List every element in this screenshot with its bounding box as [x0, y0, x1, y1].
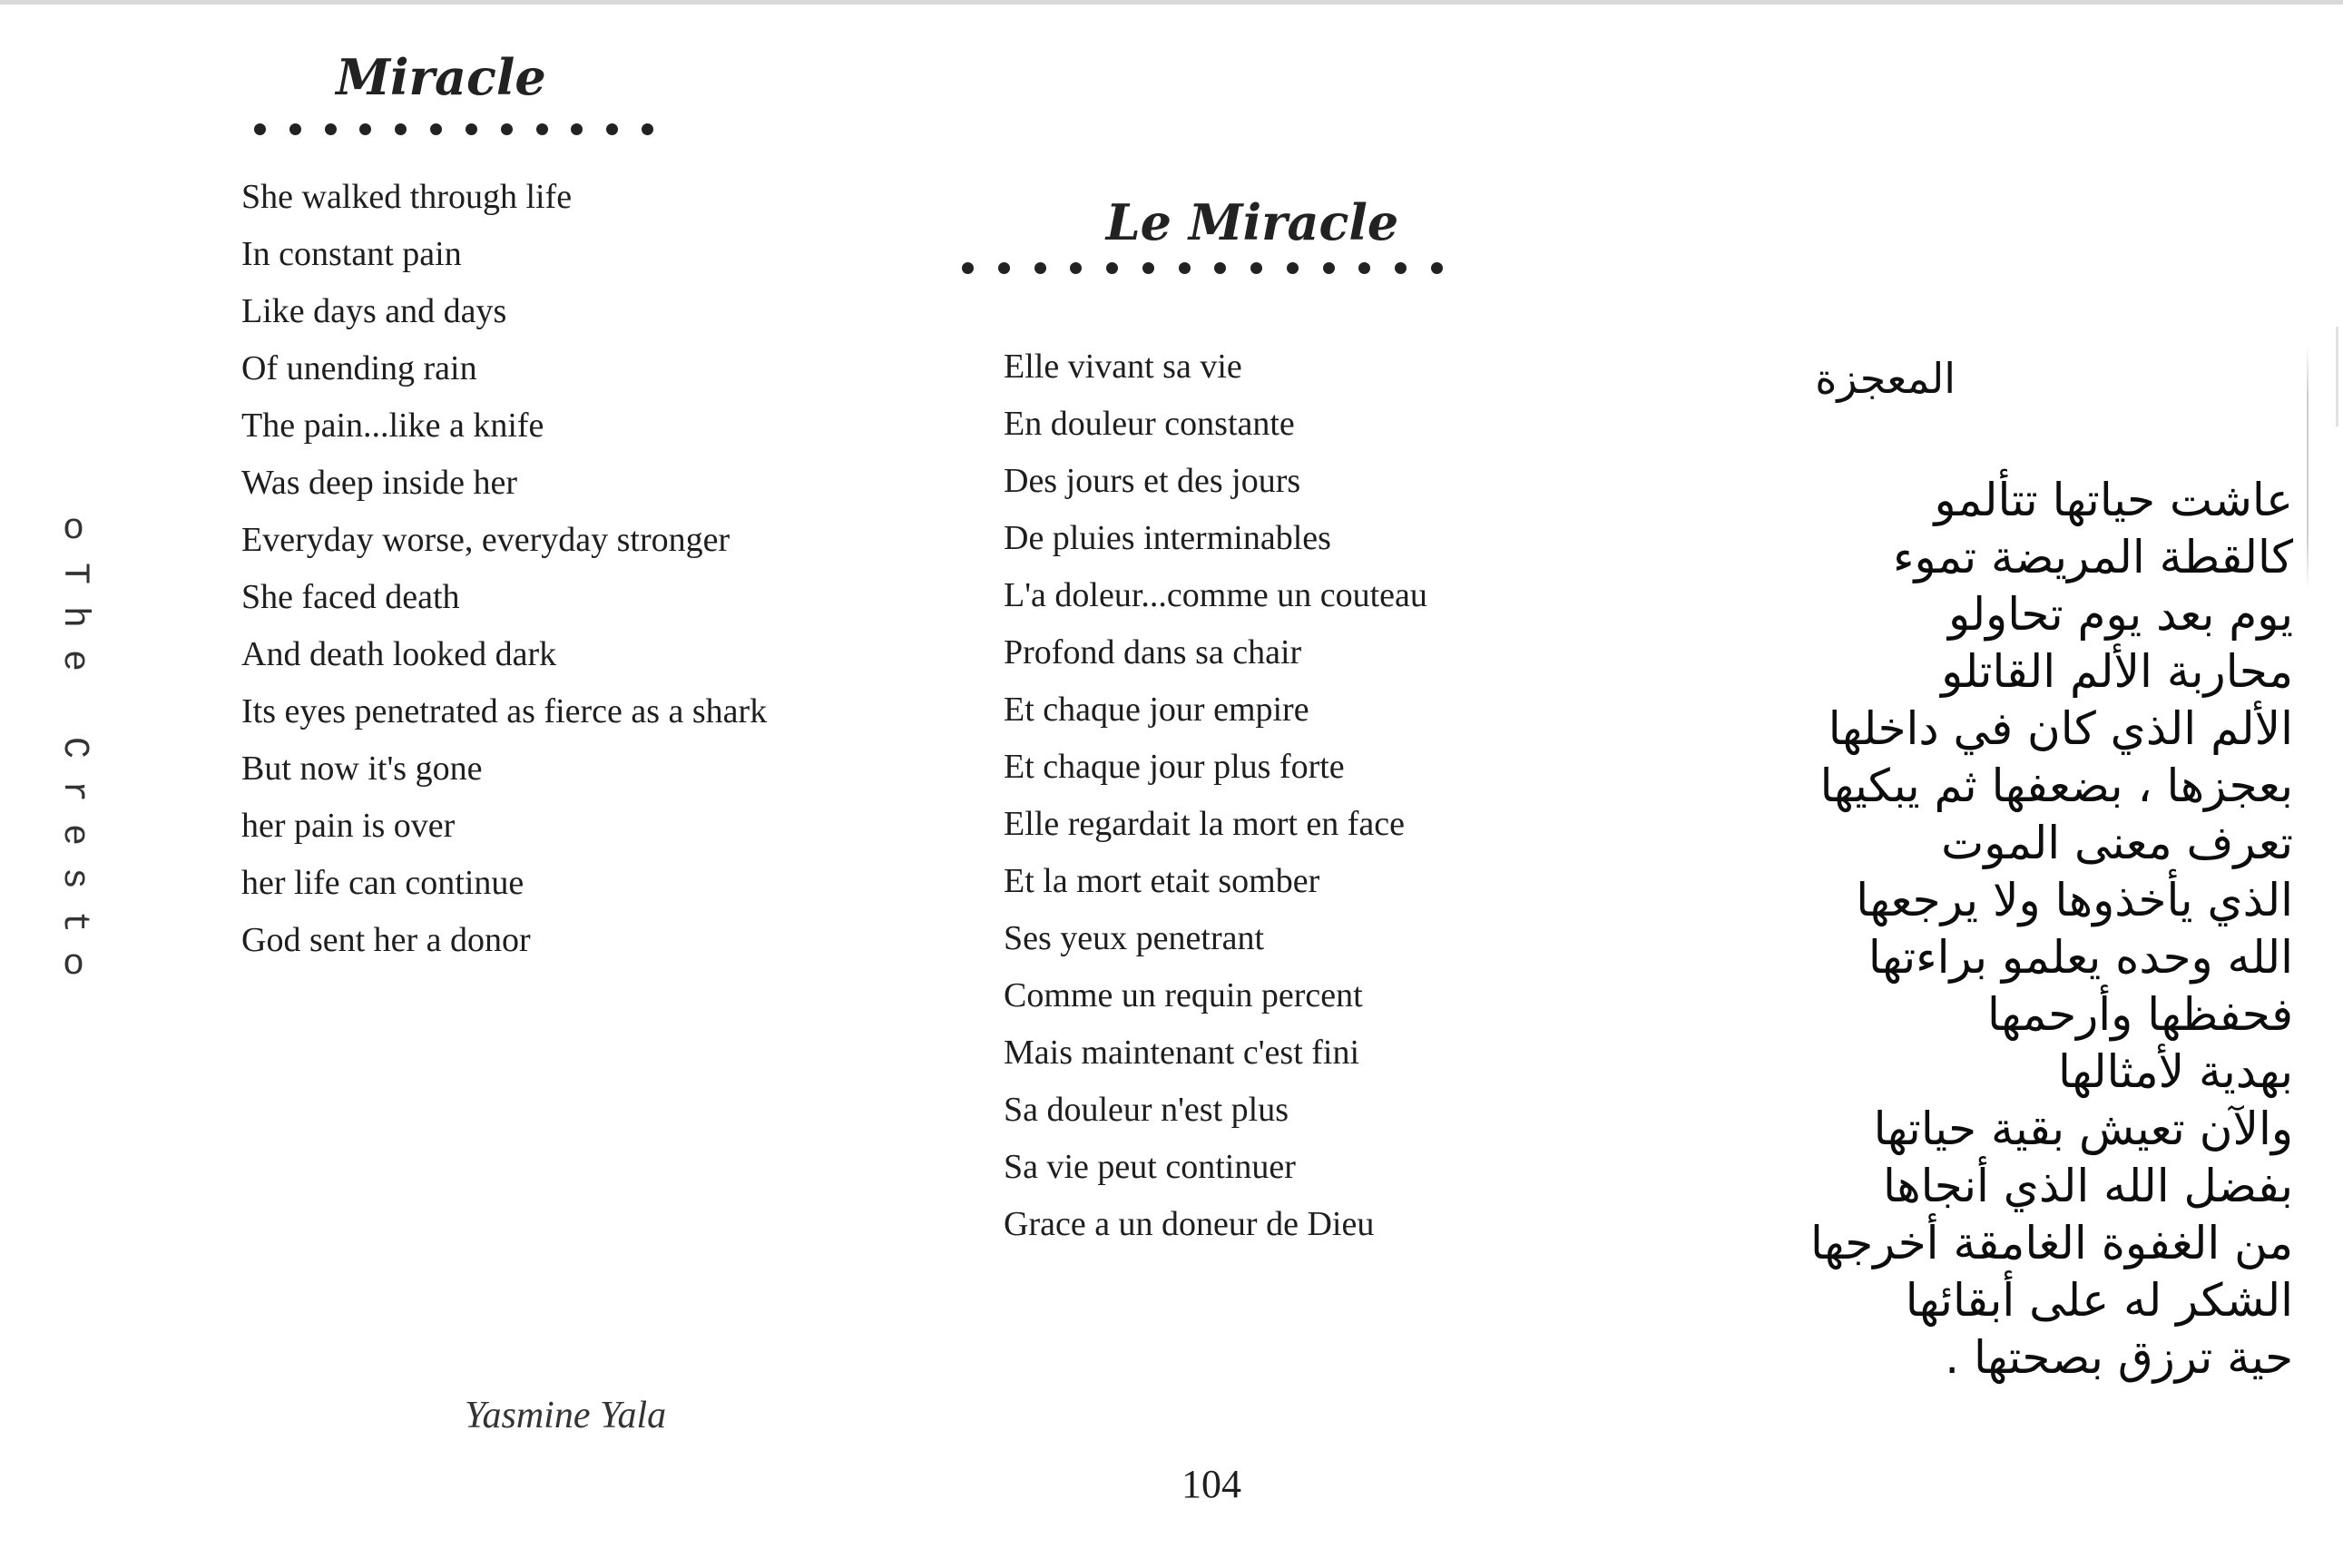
english-verse-line: her life can continue	[241, 864, 524, 902]
divider-dot	[1358, 262, 1370, 274]
arabic-verse-line: من الغفوة الغامقة أخرجها	[1809, 1217, 2293, 1269]
arabic-verse-line: يوم بعد يوم تحاولو	[1947, 588, 2293, 641]
side-title-letter: s	[54, 867, 94, 889]
scan-edge-mark	[2336, 327, 2338, 426]
side-title-letter: T	[54, 562, 94, 584]
arabic-handwritten-poem	[1683, 472, 2293, 1387]
divider-dot	[359, 123, 371, 135]
arabic-verse-line: محاربة الألم القاتلو	[1941, 645, 2293, 698]
french-verse-line: Comme un requin percent	[1004, 976, 1363, 1014]
french-verse-line: Sa vie peut continuer	[1004, 1148, 1296, 1186]
english-title-dot-divider	[254, 123, 653, 136]
divider-dot	[430, 123, 442, 135]
side-title-letter: e	[54, 649, 94, 671]
side-title-letter: h	[54, 605, 94, 628]
divider-dot	[1323, 262, 1335, 274]
french-verse-line: Mais maintenant c'est fini	[1004, 1034, 1360, 1072]
french-poem-verse	[1004, 338, 1427, 1253]
english-poem-verse	[241, 169, 767, 969]
divider-dot	[536, 123, 548, 135]
arabic-verse-line: عاشت حياتها تتألمو	[1934, 474, 2293, 526]
side-title-ornament: o	[62, 945, 84, 985]
divider-dot	[642, 123, 653, 135]
divider-dot	[1395, 262, 1407, 274]
divider-dot	[1250, 262, 1262, 274]
divider-dot	[962, 262, 974, 274]
divider-dot	[1179, 262, 1191, 274]
english-poem-title: Miracle	[336, 48, 546, 106]
author-name: Yasmine Yala	[465, 1395, 667, 1436]
divider-dot	[501, 123, 513, 135]
french-verse-line: En douleur constante	[1004, 405, 1295, 443]
arabic-verse-line: بهدية لأمثالها	[2058, 1045, 2293, 1098]
english-verse-line: her pain is over	[241, 807, 456, 845]
arabic-verse-line: تعرف معنى الموت	[1941, 817, 2293, 869]
divider-dot	[254, 123, 266, 135]
english-verse-line: The pain...like a knife	[241, 407, 544, 445]
scan-edge-line	[2307, 345, 2309, 590]
english-verse-line: In constant pain	[241, 235, 462, 273]
french-title-dot-divider	[962, 262, 1443, 275]
english-verse-line: She walked through life	[241, 178, 573, 216]
arabic-verse-line: الألم الذي كان في داخلها	[1828, 702, 2293, 755]
divider-dot	[1287, 262, 1299, 274]
french-poem-title: Le Miracle	[1105, 193, 1399, 251]
french-verse-line: Profond dans sa chair	[1004, 633, 1302, 671]
divider-dot	[1431, 262, 1443, 274]
french-verse-line: De pluies interminables	[1004, 519, 1331, 557]
arabic-verse-line: والآن تعيش بقية حياتها	[1873, 1102, 2293, 1155]
side-title-ornament: o	[62, 509, 84, 550]
divider-dot	[289, 123, 301, 135]
side-title-letter: C	[54, 736, 94, 759]
french-verse-line: Et la mort etait somber	[1004, 862, 1320, 900]
divider-dot	[571, 123, 583, 135]
arabic-verse-line: فحفظها وأرحمها	[1987, 988, 2293, 1041]
divider-dot	[1106, 262, 1118, 274]
french-verse-line: Et chaque jour plus forte	[1004, 748, 1345, 786]
side-title-letter: t	[54, 910, 94, 933]
page-number: 104	[1181, 1462, 1241, 1506]
french-verse-line: Sa douleur n'est plus	[1004, 1091, 1289, 1129]
divider-dot	[466, 123, 477, 135]
english-verse-line: God sent her a donor	[241, 921, 531, 959]
french-verse-line: Grace a un doneur de Dieu	[1004, 1205, 1375, 1243]
side-title-letter: r	[54, 779, 94, 802]
french-verse-line: Des jours et des jours	[1004, 462, 1301, 500]
top-edge	[0, 0, 2343, 5]
divider-dot	[998, 262, 1010, 274]
divider-dot	[1034, 262, 1046, 274]
side-title-space	[53, 682, 94, 726]
english-verse-line: Was deep inside her	[241, 464, 517, 502]
arabic-verse-line: الله وحده يعلمو براءتها	[1868, 931, 2293, 984]
side-running-title	[53, 508, 94, 987]
arabic-verse-line: حية ترزق بصحتها .	[1945, 1331, 2293, 1384]
english-verse-line: She faced death	[241, 578, 460, 616]
arabic-verse-line: كالقطة المريضة تموء	[1892, 531, 2293, 583]
english-verse-line: Everyday worse, everyday stronger	[241, 521, 730, 559]
divider-dot	[1142, 262, 1154, 274]
divider-dot	[325, 123, 337, 135]
english-verse-line: Its eyes penetrated as fierce as a shark	[241, 692, 768, 730]
arabic-verse-line: الذي يأخذوها ولا يرجعها	[1856, 874, 2293, 926]
divider-dot	[1070, 262, 1082, 274]
arabic-verse-line: بفضل الله الذي أنجاها	[1882, 1160, 2293, 1212]
arabic-poem-title: المعجزة	[1815, 354, 1956, 403]
side-title-letter: e	[54, 823, 94, 846]
arabic-verse-line: الشكر له على أبقائها	[1905, 1274, 2293, 1327]
french-verse-line: L'a doleur...comme un couteau	[1004, 576, 1427, 614]
french-verse-line: Elle vivant sa vie	[1004, 348, 1242, 386]
english-verse-line: Of unending rain	[241, 349, 477, 387]
arabic-verse-line: بعجزها ، بضعفها ثم يبكيها	[1819, 760, 2293, 812]
divider-dot	[606, 123, 618, 135]
french-verse-line: Elle regardait la mort en face	[1004, 805, 1406, 843]
divider-dot	[1214, 262, 1226, 274]
english-verse-line: But now it's gone	[241, 750, 483, 788]
english-verse-line: And death looked dark	[241, 635, 557, 673]
french-verse-line: Et chaque jour empire	[1004, 691, 1309, 729]
english-verse-line: Like days and days	[241, 292, 507, 330]
divider-dot	[395, 123, 407, 135]
french-verse-line: Ses yeux penetrant	[1004, 919, 1265, 957]
